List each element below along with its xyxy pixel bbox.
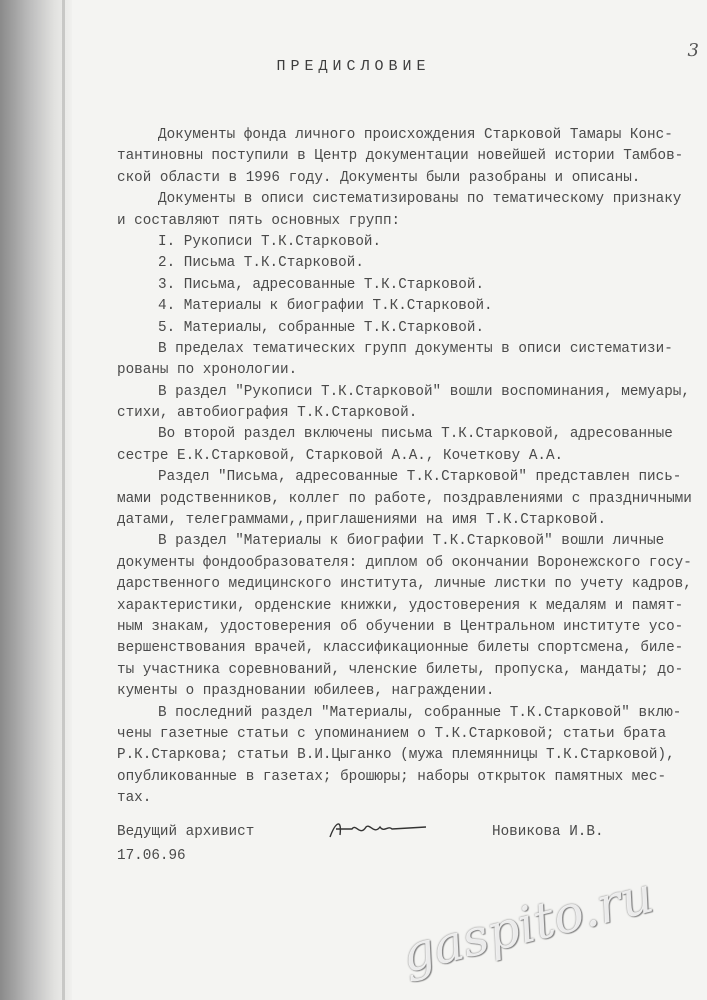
text-line: Р.К.Старкова; статьи В.И.Цыганко (мужа племянницы Т.К.Старковой), [117,747,675,764]
watermark: gaspito.ru [395,865,659,985]
document-body [117,125,702,810]
text-line: В последний раздел "Материалы, собранные Т.К.Старковой" вклю- [158,704,682,721]
text-line: В пределах тематических групп документы в описи систематизи- [158,340,673,357]
text-line: стихи, автобиография Т.К.Старковой. [117,405,418,422]
text-line: документы фондообразователя: диплом об окончании Воронежского госу- [117,554,692,571]
text-line: вершенствования врачей, классификационные билеты спортсмена, биле- [117,640,684,657]
text-line: 2. Письма Т.К.Старковой. [158,255,364,272]
text-line: Документы в описи систематизированы по тематическому признаку [158,191,682,208]
text-line: рованы по хронологии. [117,362,298,379]
text-line: дарственного медицинского института, личные листки по учету кадров, [117,576,692,593]
document-title: ПРЕДИСЛОВИЕ [276,58,431,75]
text-line: Во второй раздел включены письма Т.К.Старковой, адресованные [158,426,673,443]
page-fold-line [62,0,65,1000]
page-number: 3 [687,40,699,61]
text-line: тах. [117,790,152,807]
text-line: 3. Письма, адресованные Т.К.Старковой. [158,276,485,293]
text-line: Раздел "Письма, адресованные Т.К.Старковой" представлен пись- [158,469,682,486]
handwritten-signature [322,815,432,845]
text-line: ты участника соревнований, членские билеты, пропуска, мандаты; до- [117,661,684,678]
text-line: 4. Материалы к биографии Т.К.Старковой. [158,298,493,315]
text-line: и составляют пять основных групп: [117,212,401,229]
text-line: Документы фонда личного происхождения Старковой Тамары Конс- [158,127,673,143]
text-line: опубликованные в газетах; брошюры; наборы открыток памятных мес- [117,768,667,785]
text-line: ным знакам, удостоверения об обучении в Центральном институте усо- [117,618,684,635]
text-line: сестре Е.К.Старковой, Старковой А.А., Кочеткову А.А. [117,447,564,464]
text-line: В раздел "Материалы к биографии Т.К.Старковой" вошли личные [158,533,665,550]
signer-name: Новикова И.В. [492,824,604,840]
text-line: В раздел "Рукописи Т.К.Старковой" вошли воспоминания, мемуары, [158,383,690,400]
text-line: ской области в 1996 году. Документы были разобраны и описаны. [117,169,641,186]
text-line: I. Рукописи Т.К.Старковой. [158,233,382,250]
signer-position: Ведущий архивист [117,824,255,840]
text-line: чены газетные статьи с упоминанием о Т.К.Старковой; статьи брата [117,725,667,742]
text-line: датами, телеграммами,,приглашениями на имя Т.К.Старковой. [117,512,607,529]
text-line: мами родственников, коллег по работе, поздравлениями с праздничными [117,490,692,507]
text-line: 5. Материалы, собранные Т.К.Старковой. [158,319,485,336]
text-line: кументы о праздновании юбилеев, награждении. [117,683,495,700]
text-line: тантиновны поступили в Центр документации новейшей истории Тамбов- [117,148,684,165]
document-date: 17.06.96 [117,848,186,864]
text-line: характеристики, орденские книжки, удостоверения к медалям и памят- [117,597,684,614]
